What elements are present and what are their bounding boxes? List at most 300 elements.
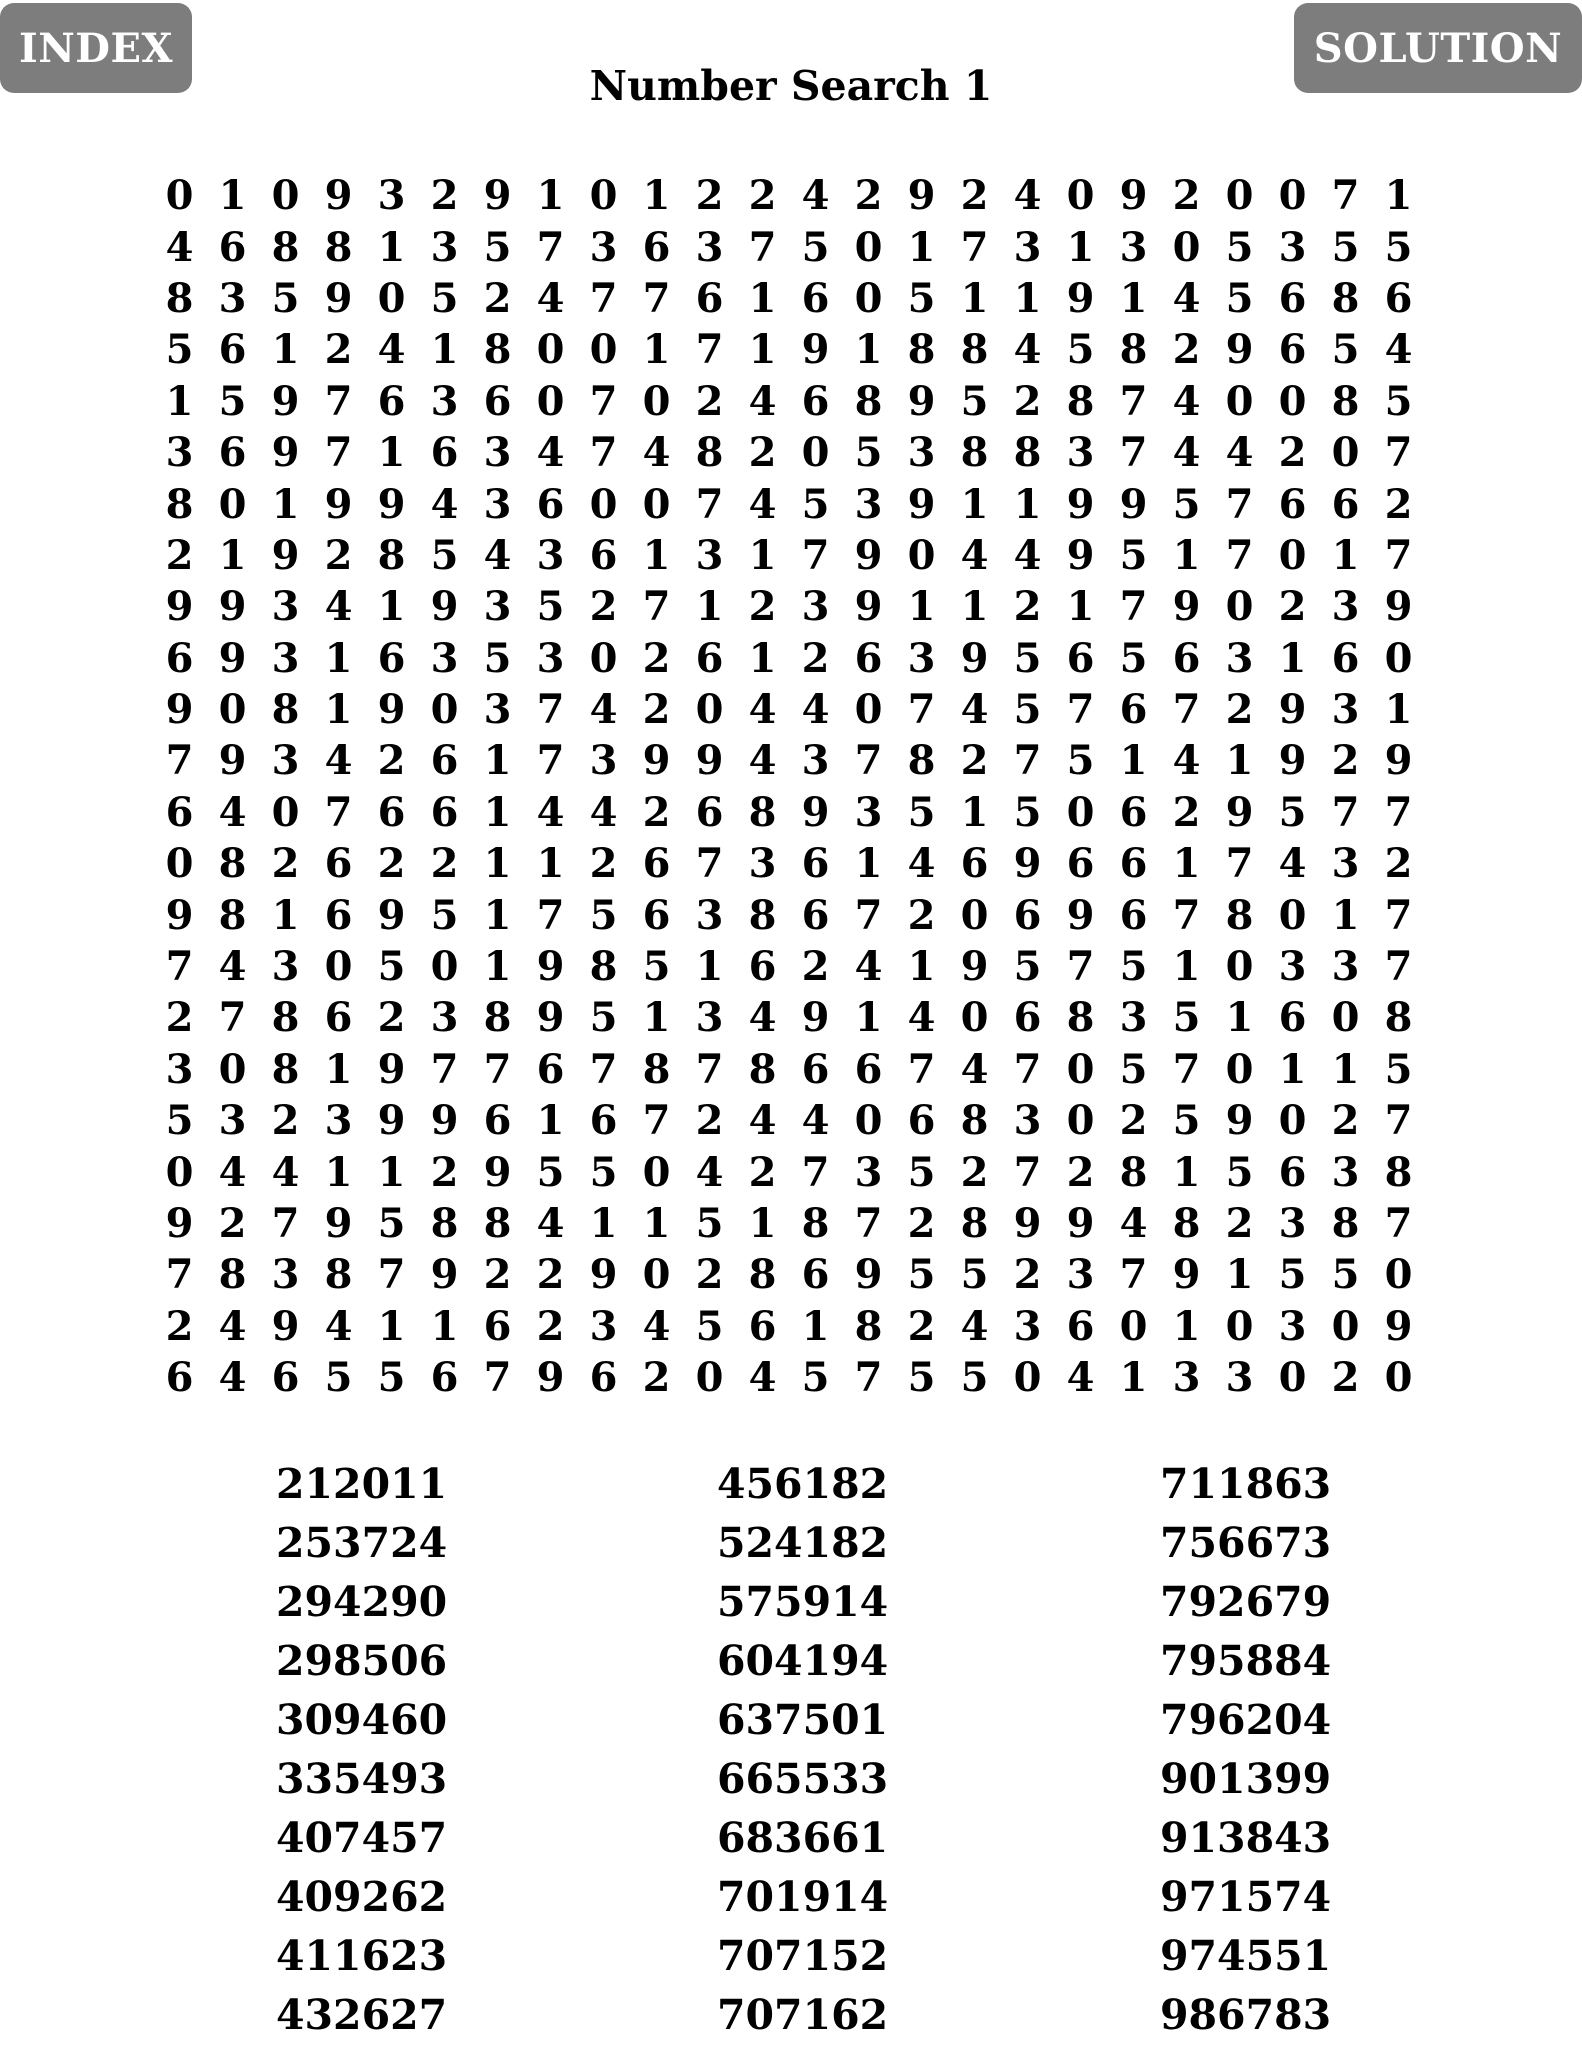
- grid-cell[interactable]: 6: [1119, 686, 1148, 734]
- grid-cell[interactable]: 5: [960, 377, 989, 425]
- grid-cell[interactable]: 3: [695, 223, 724, 271]
- grid-cell[interactable]: 5: [430, 891, 459, 939]
- grid-cell[interactable]: 6: [695, 274, 724, 322]
- grid-cell[interactable]: 9: [1066, 274, 1095, 322]
- grid-cell[interactable]: 3: [695, 891, 724, 939]
- grid-cell[interactable]: 3: [430, 377, 459, 425]
- grid-cell[interactable]: 5: [1384, 377, 1413, 425]
- grid-cell[interactable]: 1: [377, 1302, 406, 1350]
- grid-cell[interactable]: 1: [1119, 737, 1148, 785]
- grid-cell[interactable]: 1: [483, 788, 512, 836]
- grid-cell[interactable]: 6: [1172, 634, 1201, 682]
- grid-cell[interactable]: 9: [218, 634, 247, 682]
- grid-cell[interactable]: 1: [748, 326, 777, 374]
- grid-cell[interactable]: 2: [1278, 583, 1307, 631]
- grid-cell[interactable]: 1: [1119, 1354, 1148, 1402]
- grid-cell[interactable]: 6: [1278, 274, 1307, 322]
- grid-cell[interactable]: 2: [430, 1148, 459, 1196]
- grid-cell[interactable]: 4: [218, 943, 247, 991]
- grid-cell[interactable]: 4: [642, 1302, 671, 1350]
- grid-cell[interactable]: 2: [483, 1251, 512, 1299]
- grid-cell[interactable]: 5: [642, 943, 671, 991]
- grid-cell[interactable]: 0: [854, 1097, 883, 1145]
- grid-cell[interactable]: 0: [642, 1148, 671, 1196]
- grid-cell[interactable]: 3: [271, 634, 300, 682]
- grid-cell[interactable]: 0: [165, 172, 194, 220]
- grid-cell[interactable]: 1: [377, 223, 406, 271]
- grid-cell[interactable]: 6: [801, 274, 830, 322]
- grid-cell[interactable]: 2: [1225, 1200, 1254, 1247]
- grid-cell[interactable]: 9: [536, 943, 565, 991]
- grid-cell[interactable]: 0: [271, 788, 300, 836]
- grid-cell[interactable]: 7: [1384, 943, 1413, 991]
- grid-cell[interactable]: 1: [1066, 223, 1095, 271]
- grid-cell[interactable]: 0: [430, 686, 459, 734]
- grid-cell[interactable]: 1: [1066, 583, 1095, 631]
- grid-cell[interactable]: 3: [324, 1097, 353, 1145]
- grid-cell[interactable]: 5: [1172, 994, 1201, 1042]
- grid-cell[interactable]: 1: [271, 326, 300, 374]
- grid-cell[interactable]: 9: [324, 274, 353, 322]
- grid-cell[interactable]: 0: [1172, 223, 1201, 271]
- grid-cell[interactable]: 6: [801, 840, 830, 888]
- grid-cell[interactable]: 9: [324, 480, 353, 528]
- grid-cell[interactable]: 9: [589, 1251, 618, 1299]
- grid-cell[interactable]: 5: [377, 943, 406, 991]
- grid-cell[interactable]: 7: [1119, 1251, 1148, 1299]
- grid-cell[interactable]: 2: [748, 583, 777, 631]
- grid-cell[interactable]: 0: [695, 686, 724, 734]
- grid-cell[interactable]: 4: [854, 943, 883, 991]
- grid-cell[interactable]: 1: [854, 840, 883, 888]
- grid-cell[interactable]: 7: [748, 223, 777, 271]
- grid-cell[interactable]: 2: [1331, 737, 1360, 785]
- grid-cell[interactable]: 7: [1331, 788, 1360, 836]
- grid-cell[interactable]: 0: [1331, 994, 1360, 1042]
- grid-cell[interactable]: 9: [218, 583, 247, 631]
- grid-cell[interactable]: 1: [960, 480, 989, 528]
- grid-cell[interactable]: 9: [801, 788, 830, 836]
- grid-cell[interactable]: 3: [801, 583, 830, 631]
- grid-cell[interactable]: 2: [801, 943, 830, 991]
- grid-cell[interactable]: 2: [1172, 326, 1201, 374]
- grid-cell[interactable]: 1: [536, 172, 565, 220]
- grid-cell[interactable]: 6: [1278, 1148, 1307, 1196]
- grid-cell[interactable]: 1: [377, 1148, 406, 1196]
- grid-cell[interactable]: 7: [642, 274, 671, 322]
- grid-cell[interactable]: 5: [907, 1251, 936, 1299]
- grid-cell[interactable]: 7: [218, 994, 247, 1042]
- grid-cell[interactable]: 8: [483, 994, 512, 1042]
- grid-cell[interactable]: 6: [1331, 634, 1360, 682]
- grid-cell[interactable]: 0: [1384, 1251, 1413, 1299]
- grid-cell[interactable]: 4: [748, 686, 777, 734]
- grid-cell[interactable]: 6: [536, 1045, 565, 1093]
- grid-cell[interactable]: 9: [324, 1200, 353, 1247]
- grid-cell[interactable]: 2: [642, 1354, 671, 1402]
- grid-cell[interactable]: 1: [748, 1200, 777, 1247]
- grid-cell[interactable]: 0: [1066, 788, 1095, 836]
- grid-cell[interactable]: 7: [536, 686, 565, 734]
- grid-cell[interactable]: 5: [1172, 1097, 1201, 1145]
- grid-cell[interactable]: 3: [1278, 943, 1307, 991]
- grid-cell[interactable]: 6: [1278, 480, 1307, 528]
- grid-cell[interactable]: 9: [907, 377, 936, 425]
- grid-cell[interactable]: 6: [801, 891, 830, 939]
- grid-cell[interactable]: 0: [589, 326, 618, 374]
- grid-cell[interactable]: 7: [324, 788, 353, 836]
- grid-cell[interactable]: 2: [642, 634, 671, 682]
- grid-cell[interactable]: 8: [748, 891, 777, 939]
- grid-cell[interactable]: 5: [589, 994, 618, 1042]
- grid-cell[interactable]: 4: [748, 994, 777, 1042]
- grid-cell[interactable]: 3: [1013, 1097, 1042, 1145]
- grid-cell[interactable]: 5: [801, 223, 830, 271]
- grid-cell[interactable]: 6: [589, 531, 618, 579]
- grid-cell[interactable]: 1: [218, 531, 247, 579]
- grid-cell[interactable]: 2: [748, 429, 777, 477]
- grid-cell[interactable]: 5: [536, 583, 565, 631]
- grid-cell[interactable]: 1: [589, 1200, 618, 1247]
- grid-cell[interactable]: 0: [1225, 583, 1254, 631]
- grid-cell[interactable]: 5: [430, 274, 459, 322]
- grid-cell[interactable]: 2: [907, 891, 936, 939]
- grid-cell[interactable]: 2: [1384, 840, 1413, 888]
- grid-cell[interactable]: 6: [1066, 1302, 1095, 1350]
- grid-cell[interactable]: 6: [1066, 840, 1095, 888]
- grid-cell[interactable]: 8: [695, 429, 724, 477]
- grid-cell[interactable]: 4: [960, 1045, 989, 1093]
- grid-cell[interactable]: 2: [483, 274, 512, 322]
- grid-cell[interactable]: 2: [377, 994, 406, 1042]
- grid-cell[interactable]: 4: [165, 223, 194, 271]
- grid-cell[interactable]: 1: [536, 1097, 565, 1145]
- grid-cell[interactable]: 5: [1331, 326, 1360, 374]
- grid-cell[interactable]: 5: [1013, 943, 1042, 991]
- grid-cell[interactable]: 2: [1119, 1097, 1148, 1145]
- grid-cell[interactable]: 9: [1013, 840, 1042, 888]
- grid-cell[interactable]: 4: [801, 172, 830, 220]
- grid-cell[interactable]: 7: [1172, 1045, 1201, 1093]
- grid-cell[interactable]: 0: [642, 1251, 671, 1299]
- grid-cell[interactable]: 0: [1278, 1354, 1307, 1402]
- grid-cell[interactable]: 8: [324, 223, 353, 271]
- grid-cell[interactable]: 4: [1384, 326, 1413, 374]
- grid-cell[interactable]: 6: [377, 377, 406, 425]
- grid-cell[interactable]: 3: [854, 480, 883, 528]
- grid-cell[interactable]: 4: [271, 1148, 300, 1196]
- grid-cell[interactable]: 0: [1225, 1045, 1254, 1093]
- grid-cell[interactable]: 0: [218, 1045, 247, 1093]
- grid-cell[interactable]: 2: [695, 377, 724, 425]
- grid-cell[interactable]: 9: [271, 531, 300, 579]
- grid-cell[interactable]: 9: [642, 737, 671, 785]
- grid-cell[interactable]: 3: [1013, 223, 1042, 271]
- grid-cell[interactable]: 8: [165, 274, 194, 322]
- grid-cell[interactable]: 7: [695, 326, 724, 374]
- grid-cell[interactable]: 1: [483, 840, 512, 888]
- grid-cell[interactable]: 9: [1384, 737, 1413, 785]
- grid-cell[interactable]: 1: [1331, 531, 1360, 579]
- grid-cell[interactable]: 9: [377, 1045, 406, 1093]
- grid-cell[interactable]: 6: [430, 737, 459, 785]
- grid-cell[interactable]: 6: [536, 480, 565, 528]
- grid-cell[interactable]: 6: [430, 429, 459, 477]
- grid-cell[interactable]: 9: [801, 326, 830, 374]
- grid-cell[interactable]: 9: [377, 891, 406, 939]
- grid-cell[interactable]: 8: [960, 1097, 989, 1145]
- grid-cell[interactable]: 7: [483, 1354, 512, 1402]
- grid-cell[interactable]: 9: [377, 686, 406, 734]
- grid-cell[interactable]: 3: [1278, 1200, 1307, 1247]
- grid-cell[interactable]: 9: [271, 377, 300, 425]
- grid-cell[interactable]: 1: [907, 583, 936, 631]
- grid-cell[interactable]: 7: [589, 1045, 618, 1093]
- grid-cell[interactable]: 1: [1013, 480, 1042, 528]
- grid-cell[interactable]: 4: [960, 531, 989, 579]
- grid-cell[interactable]: 1: [854, 326, 883, 374]
- grid-cell[interactable]: 9: [1172, 1251, 1201, 1299]
- grid-cell[interactable]: 1: [1172, 840, 1201, 888]
- grid-cell[interactable]: 2: [165, 1302, 194, 1350]
- grid-cell[interactable]: 2: [165, 531, 194, 579]
- grid-cell[interactable]: 6: [483, 1302, 512, 1350]
- grid-cell[interactable]: 0: [271, 172, 300, 220]
- grid-cell[interactable]: 8: [271, 994, 300, 1042]
- grid-cell[interactable]: 5: [1013, 634, 1042, 682]
- grid-cell[interactable]: 1: [1172, 1302, 1201, 1350]
- grid-cell[interactable]: 4: [218, 1354, 247, 1402]
- grid-cell[interactable]: 3: [271, 737, 300, 785]
- grid-cell[interactable]: 1: [1172, 1148, 1201, 1196]
- grid-cell[interactable]: 5: [430, 531, 459, 579]
- grid-cell[interactable]: 5: [907, 1148, 936, 1196]
- grid-cell[interactable]: 0: [642, 377, 671, 425]
- grid-cell[interactable]: 4: [536, 429, 565, 477]
- grid-cell[interactable]: 8: [748, 1045, 777, 1093]
- grid-cell[interactable]: 4: [536, 1200, 565, 1247]
- grid-cell[interactable]: 3: [536, 531, 565, 579]
- grid-cell[interactable]: 5: [1331, 1251, 1360, 1299]
- grid-cell[interactable]: 7: [589, 274, 618, 322]
- grid-cell[interactable]: 3: [218, 274, 247, 322]
- grid-cell[interactable]: 2: [536, 1302, 565, 1350]
- grid-cell[interactable]: 6: [165, 788, 194, 836]
- grid-cell[interactable]: 4: [1172, 737, 1201, 785]
- grid-cell[interactable]: 9: [695, 737, 724, 785]
- grid-cell[interactable]: 5: [1384, 223, 1413, 271]
- grid-cell[interactable]: 6: [589, 1354, 618, 1402]
- grid-cell[interactable]: 8: [1331, 377, 1360, 425]
- grid-cell[interactable]: 5: [960, 1354, 989, 1402]
- grid-cell[interactable]: 2: [430, 172, 459, 220]
- grid-cell[interactable]: 1: [748, 634, 777, 682]
- grid-cell[interactable]: 6: [589, 1097, 618, 1145]
- grid-cell[interactable]: 7: [960, 223, 989, 271]
- grid-cell[interactable]: 4: [695, 1148, 724, 1196]
- grid-cell[interactable]: 6: [1119, 891, 1148, 939]
- grid-cell[interactable]: 4: [1013, 531, 1042, 579]
- grid-cell[interactable]: 6: [642, 891, 671, 939]
- grid-cell[interactable]: 3: [430, 223, 459, 271]
- grid-cell[interactable]: 8: [1119, 326, 1148, 374]
- grid-cell[interactable]: 1: [1225, 737, 1254, 785]
- grid-cell[interactable]: 8: [907, 326, 936, 374]
- grid-cell[interactable]: 0: [165, 1148, 194, 1196]
- grid-cell[interactable]: 6: [483, 377, 512, 425]
- grid-cell[interactable]: 2: [430, 840, 459, 888]
- grid-cell[interactable]: 1: [801, 1302, 830, 1350]
- grid-cell[interactable]: 6: [1013, 891, 1042, 939]
- grid-cell[interactable]: 0: [377, 274, 406, 322]
- grid-cell[interactable]: 9: [1119, 480, 1148, 528]
- grid-cell[interactable]: 8: [218, 1251, 247, 1299]
- grid-cell[interactable]: 3: [589, 1302, 618, 1350]
- grid-cell[interactable]: 9: [536, 994, 565, 1042]
- grid-cell[interactable]: 1: [642, 172, 671, 220]
- grid-cell[interactable]: 1: [748, 274, 777, 322]
- grid-cell[interactable]: 4: [377, 326, 406, 374]
- grid-cell[interactable]: 7: [1225, 480, 1254, 528]
- grid-cell[interactable]: 0: [1119, 1302, 1148, 1350]
- grid-cell[interactable]: 2: [377, 737, 406, 785]
- grid-cell[interactable]: 7: [1172, 686, 1201, 734]
- grid-cell[interactable]: 1: [1225, 994, 1254, 1042]
- grid-cell[interactable]: 7: [1384, 429, 1413, 477]
- grid-cell[interactable]: 7: [536, 223, 565, 271]
- grid-cell[interactable]: 1: [642, 994, 671, 1042]
- grid-cell[interactable]: 6: [430, 788, 459, 836]
- grid-cell[interactable]: 4: [218, 1302, 247, 1350]
- grid-cell[interactable]: 4: [960, 686, 989, 734]
- grid-cell[interactable]: 1: [748, 531, 777, 579]
- grid-cell[interactable]: 7: [1119, 429, 1148, 477]
- grid-cell[interactable]: 6: [695, 634, 724, 682]
- grid-cell[interactable]: 2: [165, 994, 194, 1042]
- grid-cell[interactable]: 3: [854, 1148, 883, 1196]
- grid-cell[interactable]: 4: [324, 737, 353, 785]
- grid-cell[interactable]: 9: [377, 480, 406, 528]
- grid-cell[interactable]: 0: [1278, 172, 1307, 220]
- grid-cell[interactable]: 9: [907, 480, 936, 528]
- grid-cell[interactable]: 5: [854, 429, 883, 477]
- grid-cell[interactable]: 5: [589, 1148, 618, 1196]
- grid-cell[interactable]: 7: [854, 1354, 883, 1402]
- grid-cell[interactable]: 2: [1331, 1097, 1360, 1145]
- grid-cell[interactable]: 7: [642, 1097, 671, 1145]
- grid-cell[interactable]: 3: [695, 994, 724, 1042]
- grid-cell[interactable]: 0: [536, 326, 565, 374]
- grid-cell[interactable]: 1: [1172, 943, 1201, 991]
- grid-cell[interactable]: 3: [1119, 994, 1148, 1042]
- grid-cell[interactable]: 4: [218, 1148, 247, 1196]
- grid-cell[interactable]: 5: [218, 377, 247, 425]
- grid-cell[interactable]: 5: [801, 1354, 830, 1402]
- grid-cell[interactable]: 0: [1066, 172, 1095, 220]
- grid-cell[interactable]: 2: [907, 1302, 936, 1350]
- grid-cell[interactable]: 4: [324, 583, 353, 631]
- grid-cell[interactable]: 7: [854, 891, 883, 939]
- grid-cell[interactable]: 5: [271, 274, 300, 322]
- grid-cell[interactable]: 4: [748, 1097, 777, 1145]
- grid-cell[interactable]: 2: [1225, 686, 1254, 734]
- grid-cell[interactable]: 2: [271, 1097, 300, 1145]
- grid-cell[interactable]: 7: [536, 891, 565, 939]
- grid-cell[interactable]: 1: [642, 1200, 671, 1247]
- grid-cell[interactable]: 5: [165, 1097, 194, 1145]
- grid-cell[interactable]: 6: [218, 326, 247, 374]
- grid-cell[interactable]: 3: [1225, 1354, 1254, 1402]
- grid-cell[interactable]: 9: [430, 583, 459, 631]
- grid-cell[interactable]: 6: [483, 1097, 512, 1145]
- grid-cell[interactable]: 4: [748, 737, 777, 785]
- grid-cell[interactable]: 3: [271, 583, 300, 631]
- grid-cell[interactable]: 0: [854, 274, 883, 322]
- grid-cell[interactable]: 0: [1066, 1097, 1095, 1145]
- grid-cell[interactable]: 8: [1066, 377, 1095, 425]
- grid-cell[interactable]: 4: [801, 1097, 830, 1145]
- grid-cell[interactable]: 1: [1384, 686, 1413, 734]
- grid-cell[interactable]: 8: [748, 788, 777, 836]
- grid-cell[interactable]: 3: [1331, 686, 1360, 734]
- grid-cell[interactable]: 1: [1119, 274, 1148, 322]
- grid-cell[interactable]: 3: [165, 1045, 194, 1093]
- grid-cell[interactable]: 4: [1225, 429, 1254, 477]
- grid-cell[interactable]: 3: [907, 634, 936, 682]
- grid-cell[interactable]: 0: [1278, 1097, 1307, 1145]
- grid-cell[interactable]: 6: [1278, 994, 1307, 1042]
- grid-cell[interactable]: 3: [483, 686, 512, 734]
- grid-cell[interactable]: 9: [1225, 1097, 1254, 1145]
- grid-cell[interactable]: 8: [1384, 1148, 1413, 1196]
- grid-cell[interactable]: 8: [218, 840, 247, 888]
- grid-cell[interactable]: 1: [960, 788, 989, 836]
- grid-cell[interactable]: 2: [960, 1148, 989, 1196]
- grid-cell[interactable]: 7: [1384, 1097, 1413, 1145]
- grid-cell[interactable]: 4: [801, 686, 830, 734]
- grid-cell[interactable]: 6: [801, 1045, 830, 1093]
- grid-cell[interactable]: 2: [1013, 583, 1042, 631]
- grid-cell[interactable]: 8: [271, 223, 300, 271]
- grid-cell[interactable]: 5: [377, 1200, 406, 1247]
- grid-cell[interactable]: 3: [430, 634, 459, 682]
- grid-cell[interactable]: 7: [1066, 686, 1095, 734]
- grid-cell[interactable]: 3: [907, 429, 936, 477]
- grid-cell[interactable]: 8: [430, 1200, 459, 1247]
- index-button[interactable]: INDEX: [0, 3, 192, 93]
- grid-cell[interactable]: 9: [377, 1097, 406, 1145]
- grid-cell[interactable]: 6: [324, 891, 353, 939]
- grid-cell[interactable]: 9: [907, 172, 936, 220]
- grid-cell[interactable]: 2: [695, 1097, 724, 1145]
- grid-cell[interactable]: 3: [218, 1097, 247, 1145]
- grid-cell[interactable]: 3: [483, 480, 512, 528]
- grid-cell[interactable]: 3: [589, 737, 618, 785]
- grid-cell[interactable]: 2: [1331, 1354, 1360, 1402]
- grid-cell[interactable]: 2: [1066, 1148, 1095, 1196]
- grid-cell[interactable]: 2: [1278, 429, 1307, 477]
- grid-cell[interactable]: 4: [589, 788, 618, 836]
- grid-cell[interactable]: 9: [1066, 1200, 1095, 1247]
- grid-cell[interactable]: 4: [1172, 274, 1201, 322]
- grid-cell[interactable]: 9: [271, 429, 300, 477]
- grid-cell[interactable]: 3: [377, 172, 406, 220]
- grid-cell[interactable]: 3: [1225, 634, 1254, 682]
- grid-cell[interactable]: 7: [1172, 891, 1201, 939]
- grid-cell[interactable]: 9: [271, 1302, 300, 1350]
- grid-cell[interactable]: 1: [430, 326, 459, 374]
- grid-cell[interactable]: 0: [695, 1354, 724, 1402]
